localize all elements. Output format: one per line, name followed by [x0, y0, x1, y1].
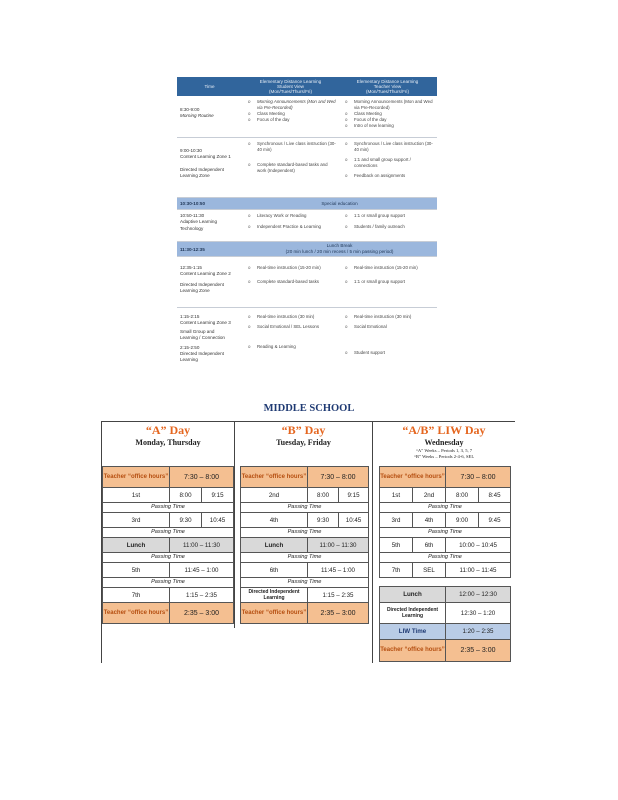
a-period-4: 7th [102, 587, 170, 603]
list-item: o Intro of new learning [339, 123, 436, 129]
b-office-hours-end-time: 2:35 – 3:00 [307, 602, 369, 624]
list-item: o Social Emotional [339, 324, 436, 330]
list-item: o Synchronous / Live class instruction (30-40 min) [339, 141, 436, 153]
a-day-days: Monday, Thursday [135, 438, 201, 447]
b-passing-time: Passing Time [240, 553, 369, 562]
ab-period-4a: 7th [379, 562, 413, 578]
list-item: o Focus of the day [242, 117, 339, 123]
header-time: Time [204, 84, 215, 89]
ab-period-3-time: 10:00 – 10:45 [445, 537, 511, 553]
a-lunch-time: 11:00 – 11:30 [169, 537, 234, 553]
teacher-cell [339, 257, 436, 307]
a-office-hours-label: Teacher “office hours” [102, 466, 170, 488]
middle-school-schedule [101, 421, 515, 663]
ab-directed-independent-learning: Directed Independent Learning [379, 602, 446, 624]
list-item: o Complete standard-based tasks [242, 279, 339, 285]
a-day-title: “A” Day [145, 423, 191, 437]
recess-band [177, 198, 437, 210]
time-line: 10:50-11:30 [180, 213, 205, 218]
ab-dil-time: 12:30 – 1:20 [445, 602, 511, 624]
time-line: Content Learning Zone 3 [180, 320, 231, 326]
b-passing-time: Passing Time [240, 528, 369, 537]
a-office-hours-end-label: Teacher “office hours” [102, 602, 170, 624]
b-day-title: “B” Day [281, 423, 326, 437]
a-passing-time: Passing Time [102, 503, 234, 512]
list-item: o Class Meeting [242, 111, 339, 117]
elementary-header-row [177, 77, 437, 96]
b-period-1: 2nd [240, 487, 308, 503]
ab-day-note: “B” Weeks – Periods 2-4-6, SEL [413, 453, 475, 459]
b-directed-independent-learning: Directed Independent Learning [240, 587, 308, 603]
ab-period-4-time: 11:00 – 11:45 [445, 562, 511, 578]
list-item: o Synchronous / Live class instruction (30-40 min) [242, 141, 339, 153]
list-item: o Literacy Work or Reading [242, 213, 339, 219]
student-cell [242, 138, 339, 197]
time-line: Learning [180, 357, 198, 363]
ab-period-4b: SEL [412, 562, 446, 578]
list-item: o Real-time instruction (15-20 min) [339, 265, 436, 271]
b-period-2-start: 9:30 [307, 512, 339, 528]
a-period-1-end: 9:15 [201, 487, 234, 503]
ab-period-1-end: 8:45 [478, 487, 511, 503]
list-item: o 1:1 or small group support [339, 279, 436, 285]
list-item: o 1:1 and small group support / connections [339, 157, 436, 169]
b-day-days: Tuesday, Friday [276, 438, 331, 447]
header-line: Student View [277, 84, 304, 89]
ab-passing-time: Passing Time [379, 553, 511, 562]
table-row [177, 308, 437, 376]
list-item: o Social Emotional / SEL Lessons [242, 324, 339, 330]
time-line: Directed Independent [180, 351, 224, 357]
a-period-2-end: 10:45 [201, 512, 234, 528]
time-line: Content Learning Zone 2 [180, 271, 231, 277]
time-line: 1:15-2:15 [180, 314, 200, 319]
ab-period-2-end: 9:45 [478, 512, 511, 528]
elementary-schedule-table [177, 77, 437, 376]
a-office-hours-end-time: 2:35 – 3:00 [169, 602, 234, 624]
list-item: o 1:1 or small group support [339, 213, 436, 219]
divider [101, 421, 515, 422]
time-line: Directed Independent [180, 281, 224, 287]
b-passing-time: Passing Time [240, 503, 369, 512]
time-line: Directed Independent [180, 166, 224, 172]
list-item: o Focus of the day [339, 117, 436, 123]
list-item: o Feedback on assignments [339, 173, 436, 179]
a-period-3: 5th [102, 562, 170, 578]
list-item: o Real-time instruction (15-20 min) [242, 265, 339, 271]
ab-period-2b: 4th [412, 512, 446, 528]
b-period-3-time: 11:45 – 1:00 [307, 562, 369, 578]
b-period-3: 6th [240, 562, 308, 578]
teacher-cell [339, 96, 436, 137]
header-student-view [242, 77, 339, 96]
list-item: o Morning Announcements (Mon and Wed via Pre-Recorded) [339, 99, 436, 111]
table-row [177, 257, 437, 308]
ab-day-header [373, 423, 515, 467]
ab-passing-time: Passing Time [379, 503, 511, 512]
list-item: o Morning Announcements (Mon and Wed via Pre-Recorded) [242, 99, 339, 111]
time-line: 12:35-1:15 [180, 265, 202, 270]
ab-office-hours-end-time: 2:35 – 3:00 [445, 639, 511, 662]
header-teacher-view [339, 77, 436, 96]
teacher-cell [339, 138, 436, 197]
ab-passing-time: Passing Time [379, 528, 511, 537]
teacher-cell [339, 210, 436, 241]
list-item: o Students / family outreach [339, 224, 436, 230]
time-cell [177, 308, 242, 376]
time-line: 2:15-2:50 [180, 344, 200, 350]
ab-period-2-start: 9:00 [445, 512, 479, 528]
lunch-band [177, 242, 437, 257]
student-cell [242, 308, 339, 376]
b-period-2-end: 10:45 [338, 512, 369, 528]
list-item: o Real-time instruction (30 min) [339, 314, 436, 320]
band-line: (20 min lunch / 20 min recess / 5 min passing period) [285, 249, 394, 254]
a-lunch: Lunch [102, 537, 170, 553]
header-line: Elementary Distance Learning [259, 79, 322, 84]
ab-lunch: Lunch [379, 586, 446, 603]
list-item: o Independent Practice & Learning [242, 224, 339, 230]
ab-day-days: Wednesday [424, 438, 464, 447]
table-row [177, 96, 437, 138]
b-office-hours-end-label: Teacher “office hours” [240, 602, 308, 624]
middle-school-title: MIDDLE SCHOOL [263, 403, 355, 414]
list-item: o Real-time instruction (30 min) [242, 314, 339, 320]
ab-lunch-time: 12:00 – 12:30 [445, 586, 511, 603]
b-period-2: 4th [240, 512, 308, 528]
a-period-1-start: 8:00 [169, 487, 202, 503]
time-line: Learning Zone [180, 173, 210, 179]
ab-liw-time: 1:20 – 2:35 [445, 623, 511, 640]
a-period-2: 3rd [102, 512, 170, 528]
a-period-2-start: 9:30 [169, 512, 202, 528]
ab-period-1b: 2nd [412, 487, 446, 503]
student-cell [242, 96, 339, 137]
b-office-hours-time: 7:30 – 8:00 [307, 466, 369, 488]
b-passing-time: Passing Time [240, 578, 369, 587]
student-cell [242, 257, 339, 307]
b-office-hours-label: Teacher “office hours” [240, 466, 308, 488]
time-line: Content Learning Zone 1 [180, 154, 231, 160]
header-line: Elementary Distance Learning [356, 79, 419, 84]
a-passing-time: Passing Time [102, 528, 234, 537]
time-line: 8:30-9:00 [180, 107, 200, 112]
a-period-1: 1st [102, 487, 170, 503]
time-line: Small Group and [180, 328, 215, 334]
band-time: 11:30-12:35 [180, 246, 205, 252]
ab-day-note: “A” Weeks – Periods 1, 3, 5, 7 [415, 448, 473, 453]
table-row [177, 138, 437, 198]
ab-office-hours-label: Teacher “office hours” [379, 466, 446, 488]
ab-office-hours-end-label: Teacher “office hours” [379, 639, 446, 662]
a-day-header [102, 423, 234, 467]
header-line: Teacher View [373, 84, 402, 89]
header-line: (Mon/Tues/Thurs/Fri) [366, 89, 409, 94]
list-item: o Student support [339, 350, 436, 356]
teacher-cell [339, 308, 436, 376]
band-text [242, 243, 437, 255]
b-period-1-start: 8:00 [307, 487, 339, 503]
time-line: 9:00-10:30 [180, 148, 202, 153]
time-cell [177, 96, 242, 137]
list-item: o Reading & Learning [242, 344, 339, 350]
time-line: Adaptive Learning [180, 219, 218, 225]
ab-liw-time-label: LIW Time [379, 623, 446, 640]
b-lunch-time: 11:00 – 11:30 [307, 537, 369, 553]
band-time: 10:30-10:50 [180, 201, 206, 206]
b-day-header [235, 423, 372, 467]
table-row [177, 210, 437, 242]
a-passing-time: Passing Time [102, 578, 234, 587]
b-lunch: Lunch [240, 537, 308, 553]
a-office-hours-time: 7:30 – 8:00 [169, 466, 234, 488]
band-text: Special education [321, 200, 358, 206]
ab-period-2a: 3rd [379, 512, 413, 528]
time-line: Learning / Connection [180, 335, 225, 341]
band-line: Lunch Break [326, 243, 353, 248]
b-period-1-end: 9:15 [338, 487, 369, 503]
time-line: Technology [180, 225, 204, 231]
time-cell [177, 210, 242, 241]
b-period-4-time: 1:15 – 2:35 [307, 587, 369, 603]
time-line: Learning Zone [180, 288, 210, 294]
list-item: o Complete standard-based tasks and work (Independent) [242, 162, 339, 174]
a-period-3-time: 11:45 – 1:00 [169, 562, 234, 578]
ab-period-1-start: 8:00 [445, 487, 479, 503]
ab-period-1a: 1st [379, 487, 413, 503]
a-period-4-time: 1:15 – 2:35 [169, 587, 234, 603]
ab-day-title: “A/B” LIW Day [402, 423, 486, 437]
list-item: o Class Meeting [339, 111, 436, 117]
time-cell [177, 257, 242, 307]
student-cell [242, 210, 339, 241]
time-cell [177, 138, 242, 197]
ab-office-hours-time: 7:30 – 8:00 [445, 466, 511, 488]
time-line: Morning Routine [180, 113, 214, 119]
ab-period-3b: 6th [412, 537, 446, 553]
ab-period-3a: 5th [379, 537, 413, 553]
a-passing-time: Passing Time [102, 553, 234, 562]
header-line: (Mon/Tues/Thurs/Fri) [269, 89, 312, 94]
